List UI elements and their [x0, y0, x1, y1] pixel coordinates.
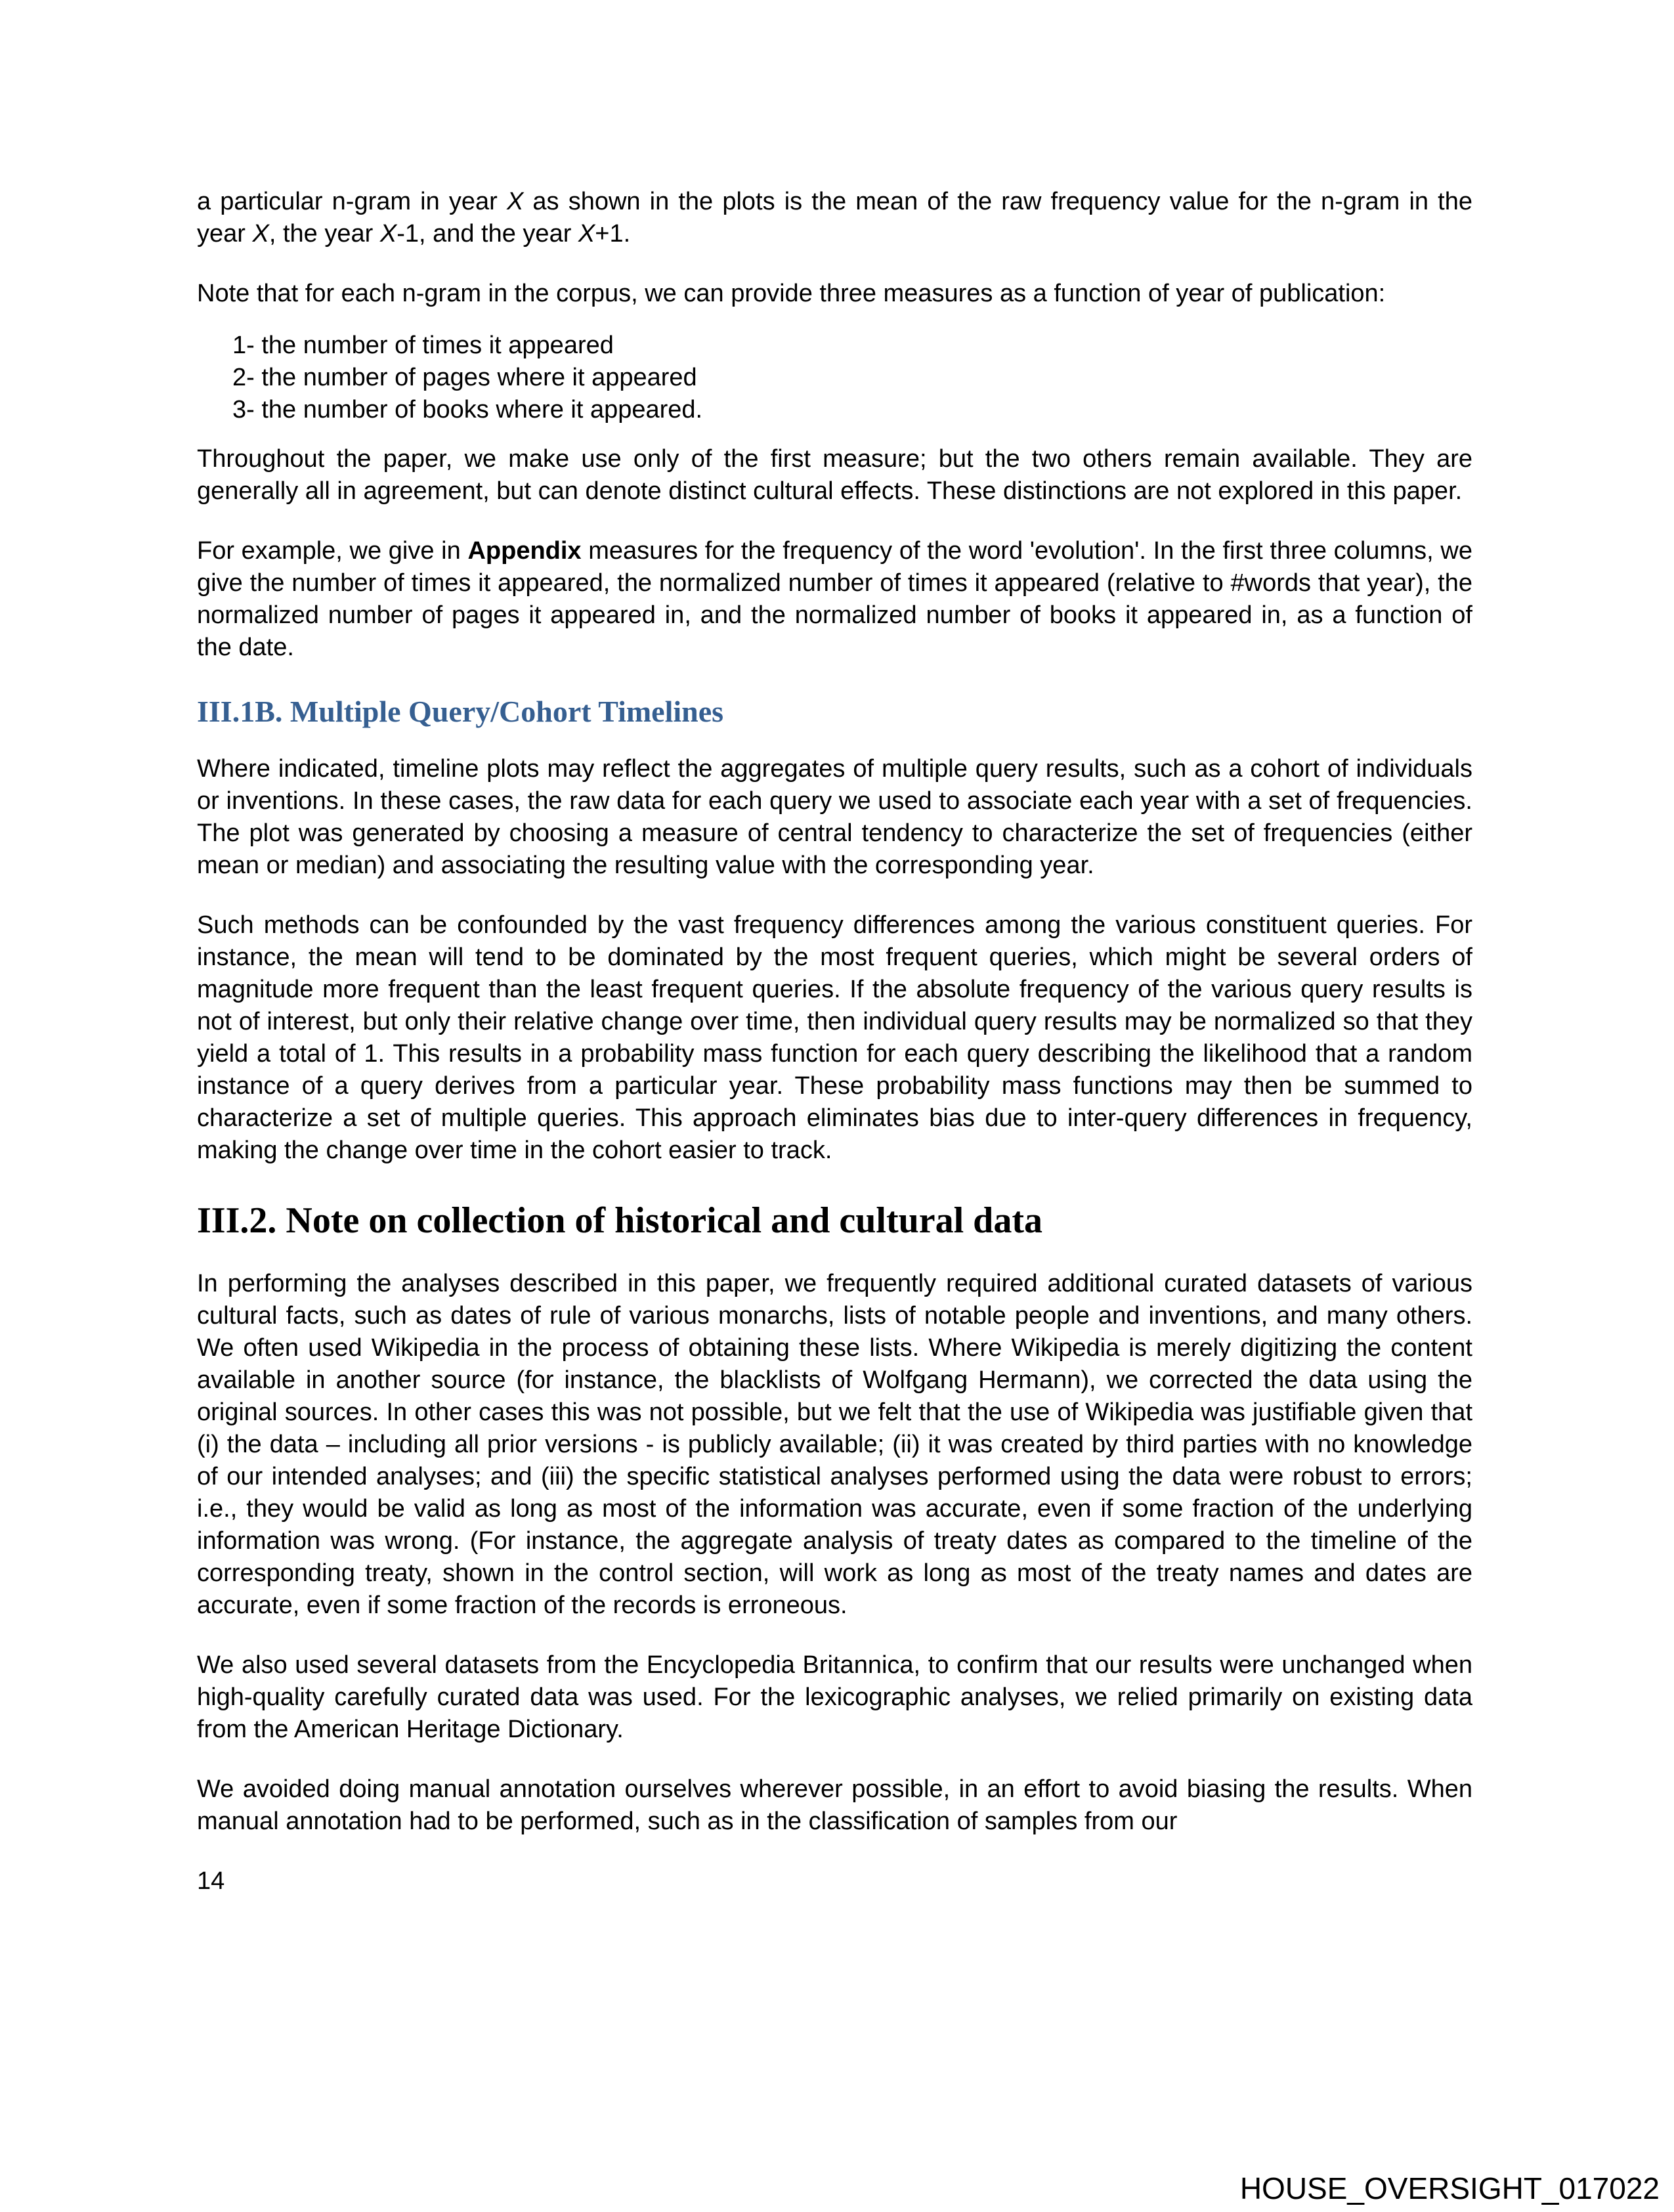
paragraph-where-indicated: Where indicated, timeline plots may reflect the aggregates of multiple query results, such as a cohort of individuals or inventions. In these cases, the raw data for each query we used to associate each year with a set of frequencies. The plot was generated by choosing a measure of central tendency to characterize the set of frequencies (either mean or median) and associating the resulting value with the corresponding year. — [197, 755, 1472, 879]
paragraph-three-measures: Note that for each n-gram in the corpus, we can provide three measures as a function of year of publication: — [197, 280, 1386, 307]
heading-multiple-query-cohort-timelines: III.1B. Multiple Query/Cohort Timelines — [197, 695, 724, 728]
text-segment: -1, and the year — [397, 220, 578, 248]
list-item-books: 3- the number of books where it appeared. — [232, 396, 703, 423]
text-segment: For example, we give in — [197, 537, 468, 565]
paragraph-appendix-example — [197, 535, 1472, 664]
text-segment: +1. — [595, 220, 631, 248]
text-segment: X — [252, 220, 269, 248]
text-segment: Appendix — [467, 537, 582, 565]
paragraph-in-performing-analyses: In performing the analyses described in this paper, we frequently required additional curated datasets of various cultural facts, such as dates of rule of various monarchs, lists of notable people and inventions, and many others. We often used Wikipedia in the process of obtaining these lists. Where Wikipedia is merely digitizing the content available in another source (for instance, the blacklists of Wolfgang Hermann), we corrected the data using the original sources. In other cases this was not possible, but we felt that the use of Wikipedia was justifiable given that (i) the data – including all prior versions - is publicly available; (ii) it was created by third parties with no knowledge of our intended analyses; and (iii) the specific statistical analyses performed using the data were robust to errors; i.e., they would be valid as long as most of the information was accurate, even if some fraction of the underlying information was wrong. (For instance, the aggregate analysis of treaty dates as compared to the timeline of the corresponding treaty, shown in the control section, will work as long as most of the treaty names and dates are accurate, even if some fraction of the records is erroneous. — [197, 1270, 1472, 1619]
paragraph-ngram-mean — [197, 186, 1472, 250]
text-segment: X — [506, 188, 524, 215]
text-segment: measures for the frequency of the word 'evolution'. In the first three columns, we give the number of times it appeared, the normalized number of times it appeared (relative to #words that year), the normalized number of pages it appeared in, and the normalized number of books it appeared in, as a function of the date. — [197, 537, 1472, 661]
paragraph-encyclopedia-britannica: We also used several datasets from the Encyclopedia Britannica, to confirm that our results were unchanged when high-quality carefully curated data was used. For the lexicographic analyses, we relied primarily on existing data from the American Heritage Dictionary. — [197, 1651, 1472, 1743]
list-item-pages: 2- the number of pages where it appeared — [232, 364, 697, 391]
paragraph-avoided-manual-annotation: We avoided doing manual annotation ourselves wherever possible, in an effort to avoid biasing the results. When manual annotation had to be performed, such as in the classification of samples from our — [197, 1775, 1472, 1835]
measures-list — [197, 330, 1472, 426]
page-content — [197, 186, 1472, 1898]
heading-note-on-collection: III.2. Note on collection of historical and cultural data — [197, 1200, 1042, 1241]
page-number: 14 — [197, 1867, 225, 1895]
text-segment: X — [379, 220, 397, 248]
paragraph-such-methods: Such methods can be confounded by the vast frequency differences among the various constituent queries. For instance, the mean will tend to be dominated by the most frequent queries, which might be several orders of magnitude more frequent than the least frequent queries. If the absolute frequency of the various query results is not of interest, but only their relative change over time, then individual query results may be normalized so that they yield a total of 1. This results in a probability mass function for each query describing the likelihood that a random instance of a query derives from a particular year. These probability mass functions may then be summed to characterize a set of multiple queries. This approach eliminates bias due to inter-query differences in frequency, making the change over time in the cohort easier to track. — [197, 911, 1472, 1164]
paragraph-throughout-paper: Throughout the paper, we make use only of the first measure; but the two others remain available. They are generally all in agreement, but can denote distinct cultural effects. These distinctions are not explored in this paper. — [197, 445, 1472, 505]
text-segment: as shown in the plots is the mean of the raw frequency value for the n-gram in the year — [197, 188, 1472, 248]
text-segment: , the year — [268, 220, 380, 248]
list-item-times: 1- the number of times it appeared — [232, 332, 614, 359]
text-segment: a particular n-gram in year — [197, 188, 507, 215]
bates-stamp: HOUSE_OVERSIGHT_017022 — [1239, 2171, 1660, 2205]
text-segment: X — [578, 220, 595, 248]
